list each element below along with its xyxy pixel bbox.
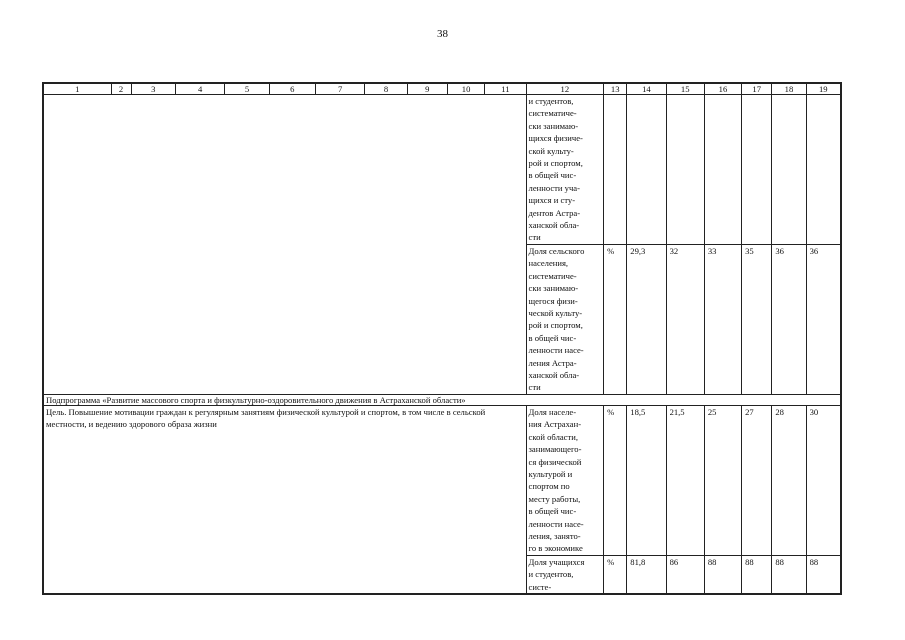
col-header: 15 xyxy=(666,84,704,95)
unit-cell: % xyxy=(604,406,627,556)
col-header: 17 xyxy=(742,84,772,95)
col-header: 9 xyxy=(407,84,447,95)
value-cell: 88 xyxy=(772,555,806,593)
value-cell: 81,8 xyxy=(627,555,666,593)
col-header: 19 xyxy=(806,84,840,95)
value-cell: 28 xyxy=(772,406,806,556)
goal-text: Цель. Повышение мотивации граждан к регулярным занятиям физической культурой и спортом, в том числе в сельской местности, и ведению здорового образа жизни xyxy=(44,406,527,594)
header-row xyxy=(44,84,841,95)
col-header: 14 xyxy=(627,84,666,95)
indicator-cell: и студентов, систематиче- ски занимаю- щихся физиче- ской культу- рой и спортом, в общей чис- ленности уча- щихся и сту- дентов Астра- ханской обла- сти xyxy=(526,95,604,245)
col-header: 11 xyxy=(485,84,526,95)
value-cell xyxy=(704,95,741,245)
empty-cell xyxy=(44,95,527,395)
col-header: 18 xyxy=(772,84,806,95)
value-cell: 88 xyxy=(806,555,840,593)
value-cell: 35 xyxy=(742,245,772,395)
indicator-cell: Доля сельского населения, систематиче- ски занимаю- щегося физи- ческой культу- рой и спортом, в общей чис- ленности насе- ления Астра- ханской обла- сти xyxy=(526,245,604,395)
col-header: 7 xyxy=(316,84,365,95)
value-cell xyxy=(666,95,704,245)
col-header: 16 xyxy=(704,84,741,95)
subprogram-row xyxy=(44,395,841,406)
col-header: 3 xyxy=(131,84,175,95)
subprogram-title: Подпрограмма «Развитие массового спорта и физкультурно-оздоровительного движения в Астраханской области» xyxy=(44,395,841,406)
col-header: 10 xyxy=(447,84,484,95)
col-header: 8 xyxy=(365,84,407,95)
indicator-cell: Доля населе- ния Астрахан- ской области, занимающего- ся физической культурой и спортом по месту работы, в общей чис- ленности насе- ления, занято- го в экономике xyxy=(526,406,604,556)
value-cell: 33 xyxy=(704,245,741,395)
indicator-cell: Доля учащихся и студентов, систе- xyxy=(526,555,604,593)
col-header: 6 xyxy=(269,84,315,95)
col-header: 2 xyxy=(111,84,131,95)
unit-cell: % xyxy=(604,245,627,395)
value-cell: 25 xyxy=(704,406,741,556)
value-cell: 18,5 xyxy=(627,406,666,556)
value-cell: 36 xyxy=(806,245,840,395)
value-cell xyxy=(627,95,666,245)
col-header: 1 xyxy=(44,84,112,95)
value-cell: 21,5 xyxy=(666,406,704,556)
value-cell: 86 xyxy=(666,555,704,593)
col-header: 4 xyxy=(175,84,224,95)
page-number: 38 xyxy=(437,28,448,40)
value-cell: 88 xyxy=(742,555,772,593)
value-cell: 29,3 xyxy=(627,245,666,395)
value-cell: 88 xyxy=(704,555,741,593)
value-cell: 36 xyxy=(772,245,806,395)
table-row xyxy=(44,406,841,556)
table-row xyxy=(44,95,841,245)
col-header: 13 xyxy=(604,84,627,95)
indicators-table xyxy=(42,82,842,595)
value-cell xyxy=(742,95,772,245)
value-cell xyxy=(806,95,840,245)
value-cell xyxy=(772,95,806,245)
value-cell: 27 xyxy=(742,406,772,556)
unit-cell xyxy=(604,95,627,245)
unit-cell: % xyxy=(604,555,627,593)
value-cell: 32 xyxy=(666,245,704,395)
col-header: 12 xyxy=(526,84,604,95)
value-cell: 30 xyxy=(806,406,840,556)
col-header: 5 xyxy=(225,84,269,95)
